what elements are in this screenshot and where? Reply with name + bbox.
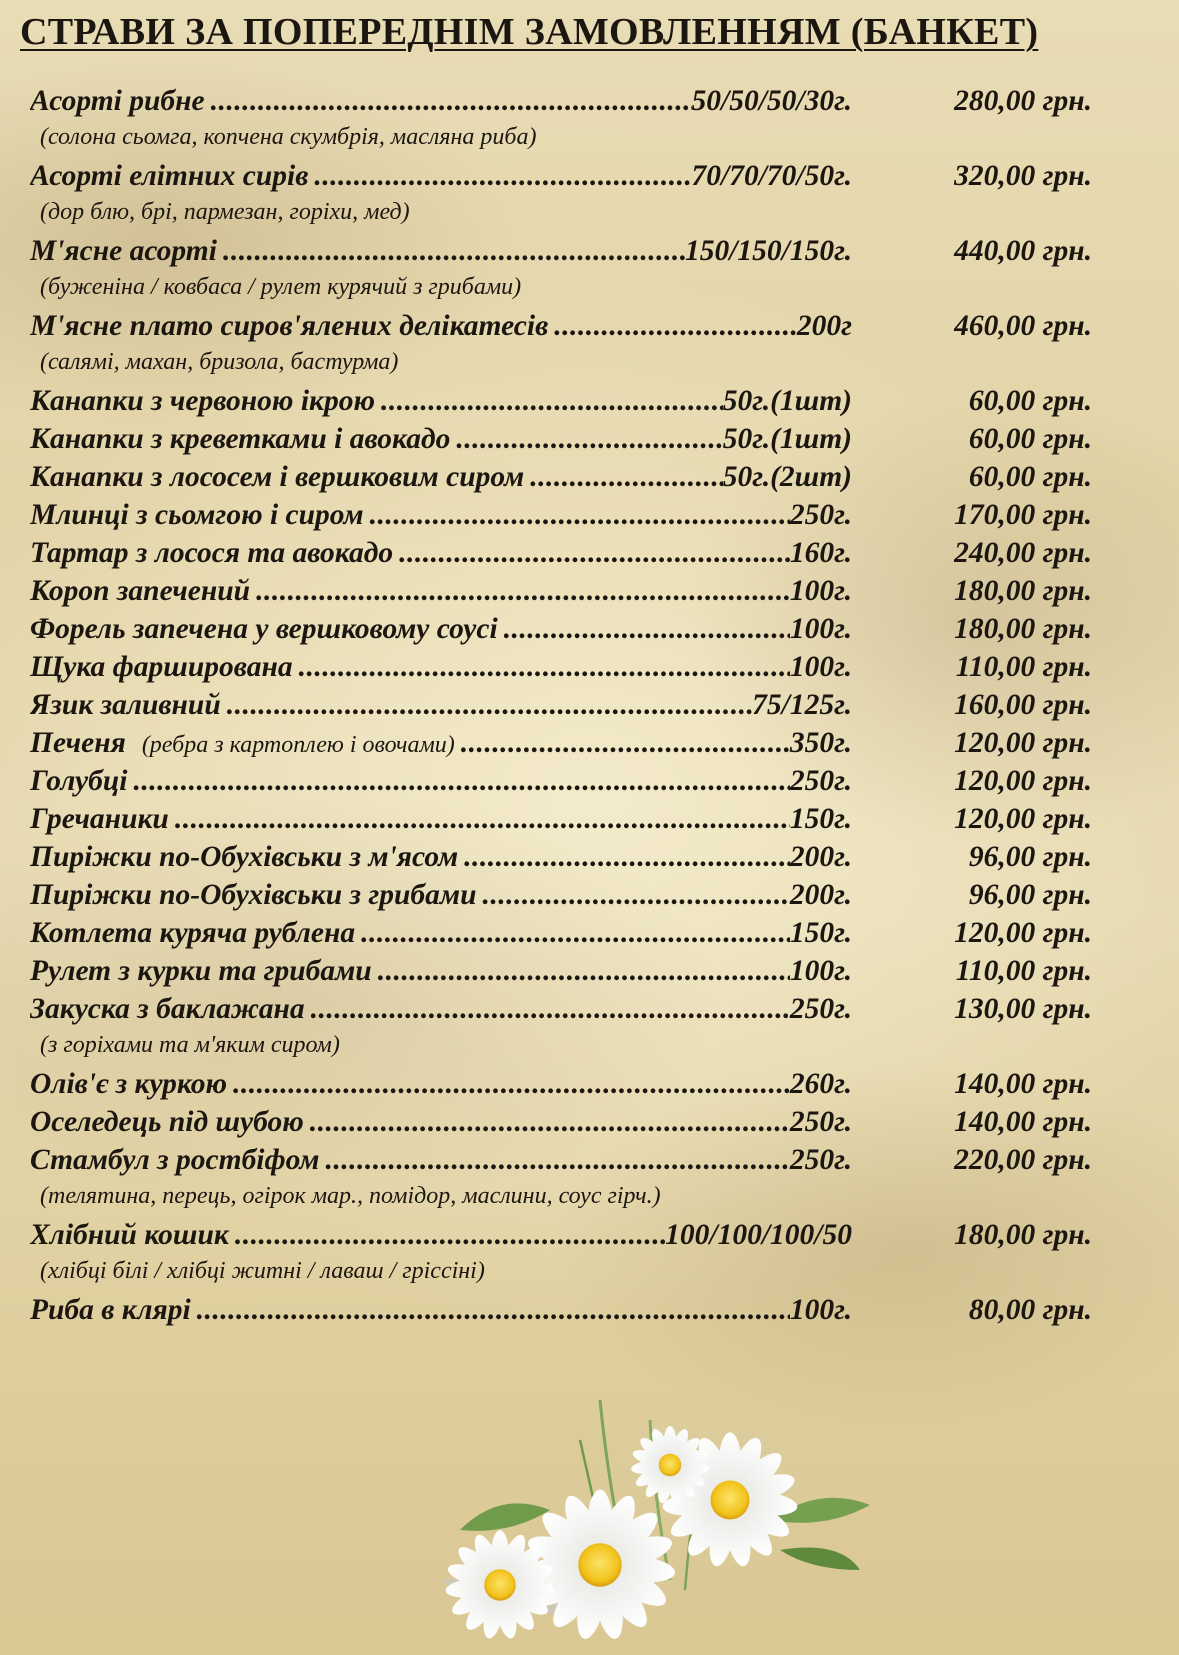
menu-item-line (30, 913, 852, 953)
menu-item-price: 280,00 грн. (954, 85, 1092, 117)
menu-item-line (30, 685, 852, 725)
menu-item-name: Олів'є з куркою (30, 1068, 228, 1100)
menu-item (30, 495, 1160, 533)
menu-item-weight: 200г. (789, 841, 852, 873)
menu-item-price: 96,00 грн. (968, 841, 1092, 873)
menu-item (30, 647, 1160, 685)
menu-item-weight: 150/150/150г. (684, 235, 852, 267)
dot-leader (393, 533, 790, 573)
menu-item-price: 120,00 грн. (954, 803, 1092, 835)
dot-leader (375, 381, 723, 421)
menu-item-price: 80,00 грн. (968, 1294, 1092, 1326)
menu-item-price: 120,00 грн. (954, 765, 1092, 797)
dot-leader (455, 723, 790, 763)
menu-item-price: 130,00 грн. (954, 993, 1092, 1025)
dot-leader (355, 913, 790, 953)
menu-item-name: Голубці (30, 765, 128, 797)
dot-leader (205, 81, 692, 121)
menu-item-weight: 70/70/70/50г. (691, 160, 852, 192)
menu-item-weight: 350г. (789, 727, 852, 759)
menu-item-name: Форель запечена у вершковому соусі (30, 613, 498, 645)
menu-item-price: 220,00 грн. (954, 1144, 1092, 1176)
menu-item-name: Рулет з курки та грибами (30, 955, 372, 987)
menu-item-price: 240,00 грн. (954, 537, 1092, 569)
dot-leader (169, 799, 790, 839)
menu-item-line (30, 495, 852, 535)
menu-item-name: Канапки з червоною ікрою (30, 385, 375, 417)
dot-leader (304, 1102, 790, 1142)
menu-item-name: Асорті рибне (30, 85, 205, 117)
menu-item-name: Хлібний кошик (30, 1219, 229, 1251)
menu-item-price: 60,00 грн. (968, 385, 1092, 417)
menu-item-name: Гречаники (30, 803, 169, 835)
menu-item-line (30, 837, 852, 877)
menu-item (30, 419, 1160, 457)
dot-leader (250, 571, 790, 611)
menu-item-weight: 200г. (789, 879, 852, 911)
menu-item-weight: 50г.(2шт) (722, 461, 852, 493)
menu-item-price: 120,00 грн. (954, 727, 1092, 759)
menu-item-weight: 250г. (789, 1106, 852, 1138)
page-title: СТРАВИ ЗА ПОПЕРЕДНІМ ЗАМОВЛЕННЯМ (БАНКЕТ) (20, 11, 1039, 53)
menu-item-line (30, 761, 852, 801)
menu-item-line (30, 571, 852, 611)
menu-item-price: 120,00 грн. (954, 917, 1092, 949)
menu-item-price: 60,00 грн. (968, 423, 1092, 455)
menu-item-line (30, 951, 852, 991)
dot-leader (498, 609, 790, 649)
menu-item-line (30, 231, 852, 271)
menu-item-line (30, 81, 852, 121)
dot-leader (450, 419, 722, 459)
menu-item-price: 180,00 грн. (954, 1219, 1092, 1251)
menu-item-price: 110,00 грн. (955, 955, 1092, 987)
menu-item-price: 160,00 грн. (954, 689, 1092, 721)
menu-item-name: М'ясне асорті (30, 235, 217, 267)
menu-item-weight: 100г. (789, 1294, 852, 1326)
dot-leader (319, 1140, 789, 1180)
menu-item-note: (ребра з картоплею і овочами) (141, 732, 455, 758)
dot-leader (217, 231, 685, 271)
menu-item-weight: 250г. (789, 1144, 852, 1176)
menu-item-name: Котлета куряча рублена (30, 917, 356, 949)
menu-item-line (30, 156, 852, 196)
dot-leader (305, 989, 790, 1029)
menu-item-price: 170,00 грн. (954, 499, 1092, 531)
menu-item-weight: 75/125г. (752, 689, 852, 721)
dot-leader (364, 495, 790, 535)
menu-item-line (30, 306, 852, 346)
menu-item (30, 989, 1160, 1029)
menu-item-name: Риба в клярі (30, 1294, 191, 1326)
menu-item-weight: 250г. (789, 993, 852, 1025)
menu-item-description: (солона сьомга, копчена скумбрія, масляна риба) (40, 124, 537, 150)
menu-item-name: Пиріжки по-Обухівськи з м'ясом (30, 841, 459, 873)
menu-item (30, 533, 1160, 571)
dot-leader (524, 457, 723, 497)
menu-item (30, 609, 1160, 647)
menu-item-weight: 100г. (789, 575, 852, 607)
menu-item (30, 571, 1160, 609)
menu-item-description: (салямі, махан, бризола, бастурма) (40, 349, 399, 375)
dot-leader (191, 1290, 790, 1330)
menu-item-price: 180,00 грн. (954, 613, 1092, 645)
menu-item-name: Пиріжки по-Обухівськи з грибами (30, 879, 477, 911)
menu-item (30, 723, 1160, 761)
menu-item-weight: 200г (796, 310, 852, 342)
menu-item (30, 457, 1160, 495)
menu-item-price: 110,00 грн. (955, 651, 1092, 683)
menu-item-line (30, 989, 852, 1029)
dot-leader (293, 647, 790, 687)
menu-item-weight: 250г. (789, 765, 852, 797)
menu-item-weight: 150г. (789, 803, 852, 835)
menu-item-line (30, 1102, 852, 1142)
menu-list (30, 81, 1160, 1328)
menu-item-weight: 50г.(1шт) (722, 423, 852, 455)
menu-item-weight: 50/50/50/30г. (691, 85, 852, 117)
menu-item-line (30, 533, 852, 573)
menu-item (30, 875, 1160, 913)
menu-item-name: Канапки з креветками і авокадо (30, 423, 451, 455)
menu-item-weight: 100/100/100/50 (665, 1219, 852, 1251)
menu-item (30, 231, 1160, 271)
menu-item-line (30, 381, 852, 421)
menu-item (30, 1290, 1160, 1328)
menu-item-weight: 100г. (789, 613, 852, 645)
menu-item-description: (дор блю, брі, пармезан, горіхи, мед) (40, 199, 410, 225)
dot-leader (372, 951, 790, 991)
menu-item (30, 951, 1160, 989)
menu-item (30, 1140, 1160, 1180)
menu-item-name: Оселедець під шубою (30, 1106, 304, 1138)
menu-item (30, 799, 1160, 837)
menu-item-name: Млинці з сьомгою і сиром (30, 499, 364, 531)
menu-item-name: Асорті елітних сирів (30, 160, 309, 192)
menu-item-name: Щука фарширована (30, 651, 293, 683)
menu-item-price: 440,00 грн. (954, 235, 1092, 267)
menu-item (30, 81, 1160, 121)
dot-leader (308, 156, 691, 196)
menu-item-name: Тартар з лосося та авокадо (30, 537, 394, 569)
menu-item-weight: 250г. (789, 499, 852, 531)
menu-item-line (30, 875, 852, 915)
menu-item (30, 306, 1160, 346)
menu-item-line (30, 1064, 852, 1104)
menu-item-price: 140,00 грн. (954, 1106, 1092, 1138)
menu-item (30, 1215, 1160, 1255)
menu-item-name: Закуска з баклажана (30, 993, 305, 1025)
menu-item-line (30, 647, 852, 687)
menu-item-line (30, 1215, 852, 1255)
dot-leader (458, 837, 790, 877)
menu-item-weight: 100г. (789, 955, 852, 987)
menu-item-line (30, 799, 852, 839)
menu-item (30, 1064, 1160, 1102)
menu-item-line (30, 609, 852, 649)
menu-item-weight: 100г. (789, 651, 852, 683)
menu-item-name: Язик заливний (30, 689, 221, 721)
menu-item-price: 96,00 грн. (968, 879, 1092, 911)
menu-item-description: (телятина, перець, огірок мар., помідор, маслини, соус гірч.) (40, 1183, 661, 1209)
menu-item-line (30, 419, 852, 459)
menu-item-description: (буженіна / ковбаса / рулет курячий з грибами) (40, 274, 522, 300)
menu-item-weight: 50г.(1шт) (722, 385, 852, 417)
menu-item-line (30, 723, 852, 763)
menu-item-price: 320,00 грн. (954, 160, 1092, 192)
menu-item-weight: 150г. (789, 917, 852, 949)
menu-item-price: 180,00 грн. (954, 575, 1092, 607)
dot-leader (227, 1064, 790, 1104)
menu-item (30, 381, 1160, 419)
menu-item (30, 156, 1160, 196)
dot-leader (477, 875, 790, 915)
menu-item-line (30, 457, 852, 497)
menu-item-name: Короп запечений (30, 575, 251, 607)
menu-item (30, 837, 1160, 875)
dot-leader (548, 306, 797, 346)
menu-item-price: 60,00 грн. (968, 461, 1092, 493)
menu-item (30, 1102, 1160, 1140)
menu-item-name: М'ясне плато сиров'ялених делікатесів (30, 310, 549, 342)
dot-leader (127, 761, 789, 801)
menu-item (30, 913, 1160, 951)
dot-leader (221, 685, 752, 725)
menu-item-weight: 160г. (789, 537, 852, 569)
menu-item-line (30, 1140, 852, 1180)
dot-leader (229, 1215, 665, 1255)
menu-item-price: 140,00 грн. (954, 1068, 1092, 1100)
menu-item-description: (хлібці білі / хлібці житні / лаваш / гріссіні) (40, 1258, 485, 1284)
menu-item-description: (з горіхами та м'яким сиром) (40, 1032, 340, 1058)
menu-item-name: Печеня (30, 727, 126, 759)
menu-item-weight: 260г. (789, 1068, 852, 1100)
menu-item-line (30, 1290, 852, 1330)
menu-item-price: 460,00 грн. (954, 310, 1092, 342)
menu-item (30, 685, 1160, 723)
chamomile-flowers-icon (400, 1380, 920, 1655)
menu-item-name: Канапки з лососем і вершковим сиром (30, 461, 525, 493)
menu-item-name: Стамбул з ростбіфом (30, 1144, 320, 1176)
menu-item (30, 761, 1160, 799)
